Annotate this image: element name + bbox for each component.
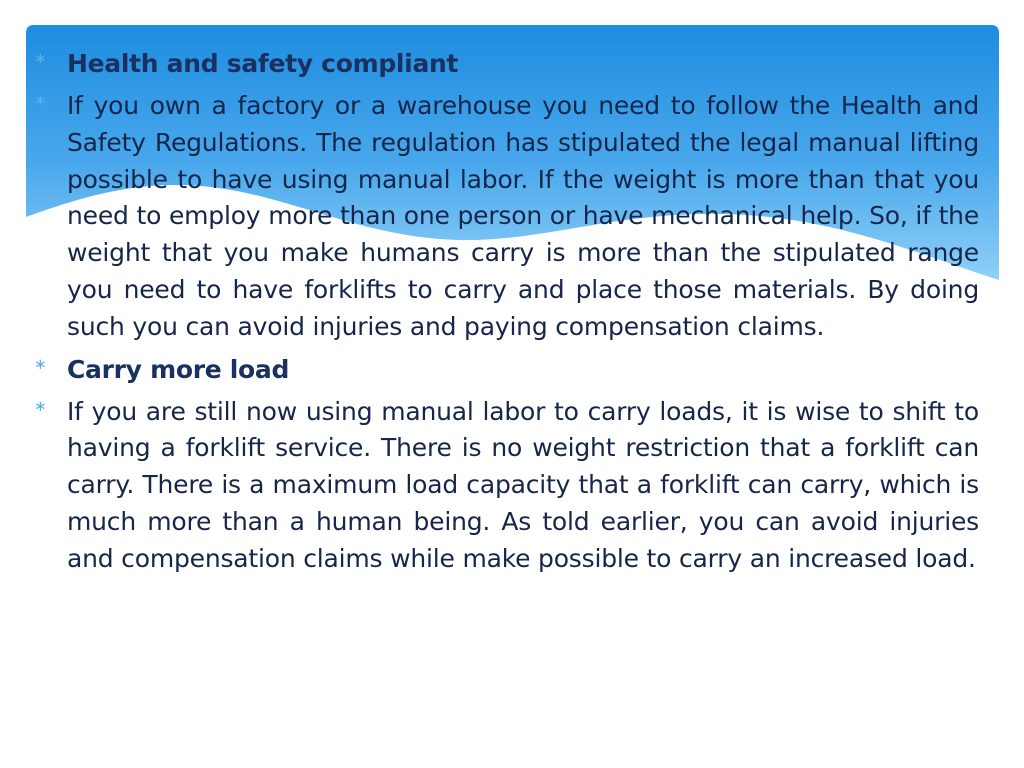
section-heading: Health and safety compliant [67,49,459,78]
asterisk-bullet-icon: ∗ [34,49,47,67]
asterisk-bullet-icon: ∗ [34,396,47,415]
slide-content [34,46,979,584]
paragraph-text: If you own a factory or a warehouse you need to follow the Health and Safety Regulations. The regulation has stipulated the legal manual lifting possible to have using manual labor. If the weight is more than that you need to employ more than one person or have mechanical help. So, if the weight that you make humans carry is more than the stipulated range you need to have forklifts to carry and place those materials. By doing such you can avoid injuries and paying compensation claims. [67,91,979,341]
bullet-item-health-text [34,88,979,346]
bullet-item-load-heading [34,352,979,388]
paragraph-text: If you are still now using manual labor to carry loads, it is wise to shift to having a forklift service. There is no weight restriction that a forklift can carry. There is a maximum load capacity that a forklift can carry, which is much more than a human being. As told earlier, you can avoid injuries and compensation claims while make possible to carry an increased load. [67,396,979,573]
asterisk-bullet-icon: ∗ [34,91,47,109]
asterisk-bullet-icon: ∗ [34,354,47,373]
section-heading: Carry more load [67,354,290,384]
bullet-item-load-text [34,394,979,578]
bullet-item-health-heading [34,46,979,82]
